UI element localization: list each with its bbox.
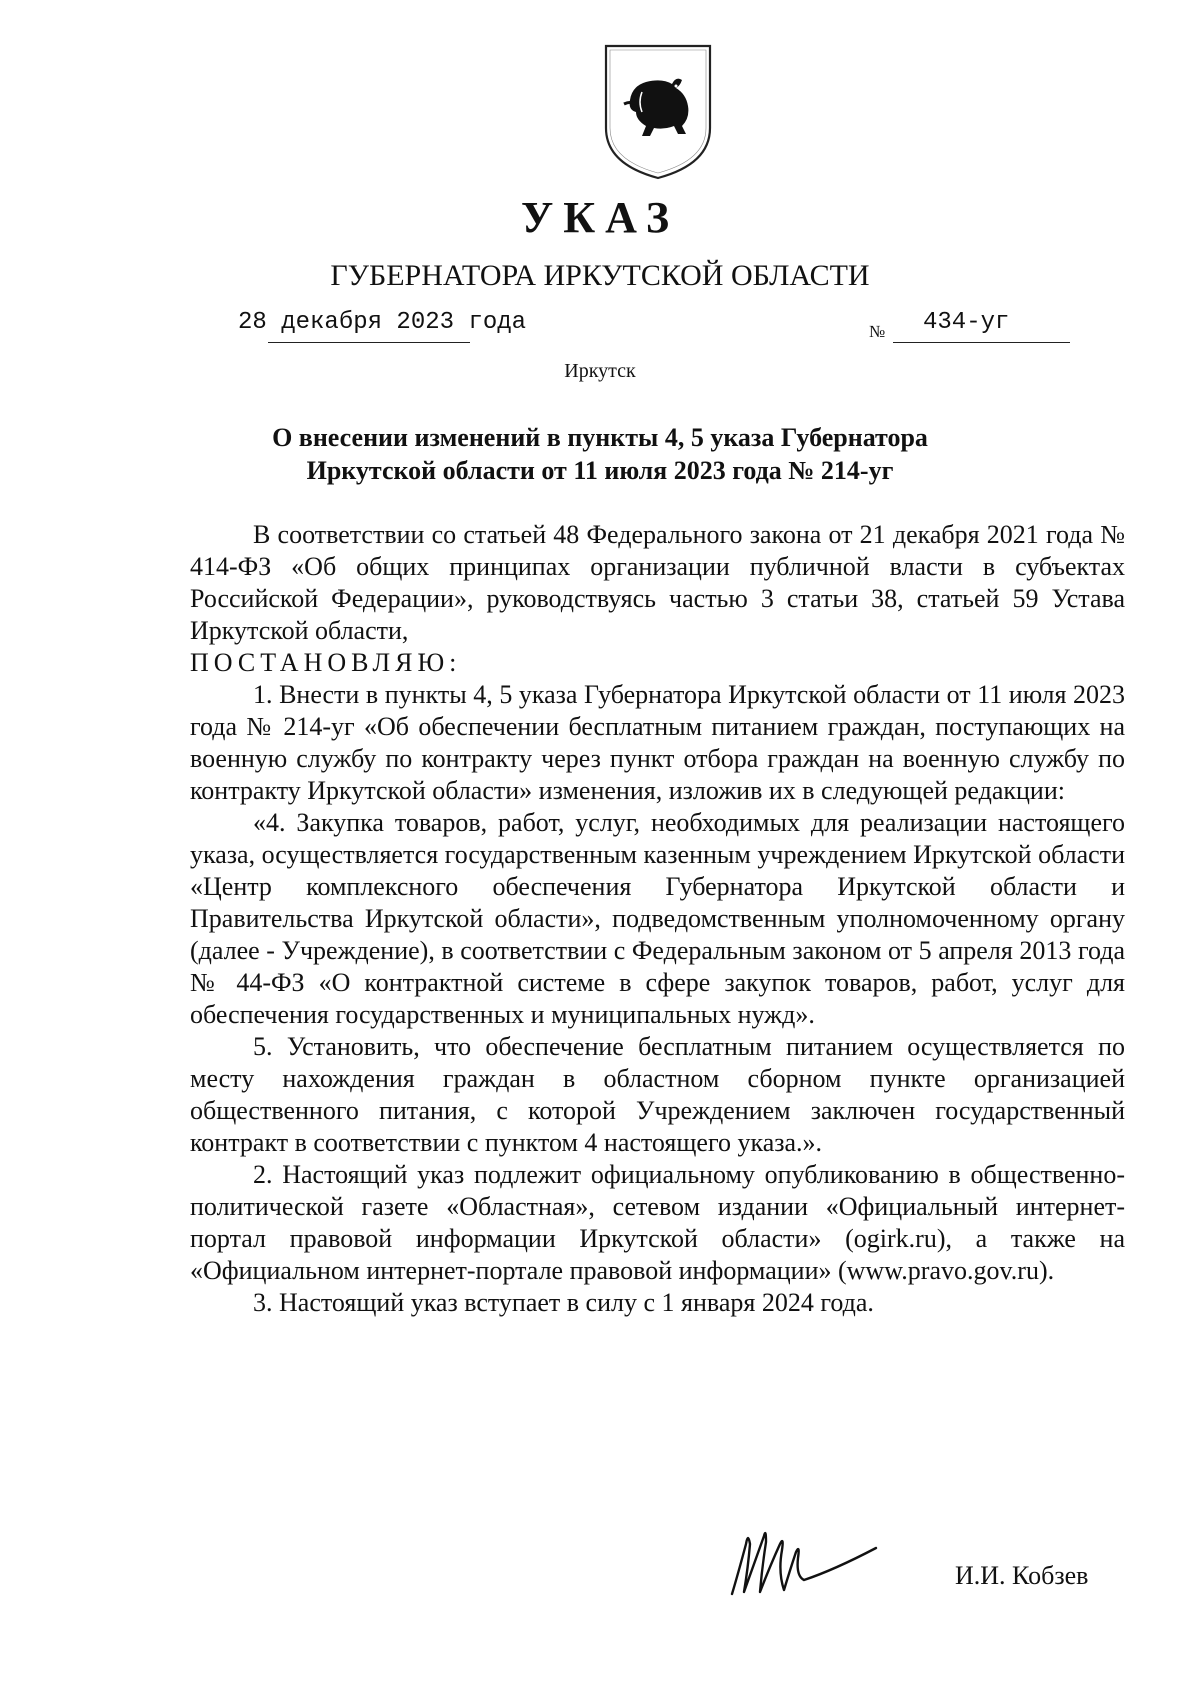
coat-of-arms-icon [602, 42, 714, 182]
preamble-paragraph: В соответствии со статьей 48 Федерального закона от 21 декабря 2021 года № 414-ФЗ «Об общих принципах организации публичной власти в субъектах Российской Федерации», руководствуясь частью 3 статьи 38, статьей 59 Устава Иркутской области, [190, 520, 1125, 645]
decree-date: 28 декабря 2023 года [238, 309, 527, 336]
number-underline [893, 342, 1070, 343]
signer-name: И.И. Кобзев [955, 1561, 1089, 1590]
heading-line-2: Иркутской области от 11 июля 2023 года № 214-уг [306, 456, 894, 485]
document-type: УКАЗ [520, 193, 680, 242]
signature-icon [724, 1514, 884, 1610]
heading-line-1: О внесении изменений в пункты 4, 5 указа Губернатора [272, 423, 928, 452]
item-2-paragraph: 2. Настоящий указ подлежит официальному опубликованию в общественно-политической газете «Областная», сетевом издании «Официальный интернет-портал правовой информации Иркутской области» (ogirk.ru), а также на «Официальном интернет-портале правовой информации» (www.pravo.gov.ru). [190, 1160, 1125, 1285]
decree-number: 434-уг [923, 309, 1010, 336]
item-1-paragraph: 1. Внести в пункты 4, 5 указа Губернатора Иркутской области от 11 июля 2023 года № 214-уг «Об обеспечении бесплатным питанием граждан, поступающих на военную службу по контракту через пункт отбора граждан на военную службу по контракту Иркутской области» изменения, изложив их в следующей редакции: [190, 680, 1125, 805]
issuer: ГУБЕРНАТОРА ИРКУТСКОЙ ОБЛАСТИ [330, 259, 870, 292]
item-5-paragraph: 5. Установить, что обеспечение бесплатным питанием осуществляется по месту нахождения граждан в областном сборном пункте организацией общественного питания, с которой Учреждением заключен государственный контракт в соответствии с пунктом 4 настоящего указа.». [190, 1032, 1125, 1157]
item-3-paragraph: 3. Настоящий указ вступает в силу с 1 января 2024 года. [253, 1288, 874, 1317]
date-underline [268, 342, 470, 343]
item-4-paragraph: «4. Закупка товаров, работ, услуг, необходимых для реализации настоящего указа, осуществляется государственным казенным учреждением Иркутской области «Центр комплексного обеспечения Губернатора Иркутской области и Правительства Иркутской области», подведомственным уполномоченному органу (далее - Учреждение), в соответствии с Федеральным законом от 5 апреля 2013 года № 44-ФЗ «О контрактной системе в сфере закупок товаров, работ, услуг для обеспечения государственных и муниципальных нужд». [190, 808, 1125, 1029]
decree-body [190, 519, 1125, 1319]
decree-word: ПОСТАНОВЛЯЮ: [190, 648, 462, 677]
decree-heading [0, 421, 1200, 487]
city: Иркутск [564, 360, 636, 382]
number-sign: № [869, 322, 886, 341]
